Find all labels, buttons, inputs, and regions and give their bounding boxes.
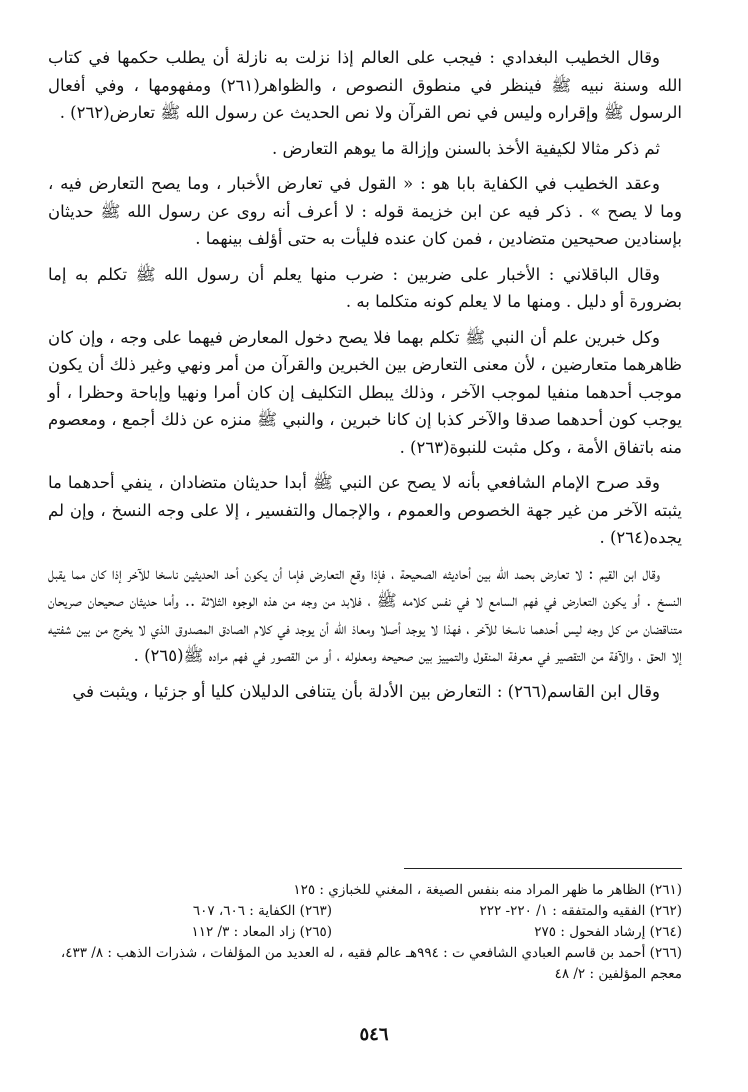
- footnote-row-262-263: [48, 901, 682, 922]
- footnote-264: (٢٦٤) إرشاد الفحول : ٢٧٥: [534, 924, 682, 940]
- footnote-262: (٢٦٢) الفقيه والمتفقه : ١/ ٢٢٠- ٢٢٢: [479, 903, 682, 919]
- paragraph-shafii: وقد صرح الإمام الشافعي بأنه لا يصح عن النبي ﷺ أبدا حديثان متضادان ، ينفي أحدهما ما يثبته الآخر من غير جهة الخصوص والعموم ، والإجمال والتفسير ، إلا على وجه النسخ ، وإن لم يجده(٢٦٤) .: [48, 473, 682, 547]
- footnote-261: (٢٦١) الظاهر ما ظهر المراد منه بنفس الصيغة ، المغني للخبازي : ١٢٥: [293, 882, 682, 898]
- paragraph-ibn-qayyim: وقال ابن القيم : لا تعارض بحمد الله بين أحاديثه الصحيحة ، فإذا وقع التعارض فإما أن يكون أحد الحديثين ناسخا للآخر إذا كان مما يقبل النسخ . أو يكون التعارض في فهم السامع لا في نفس كلامه ﷺ ، فلابد من وجه من هذه الوجوه الثلاثة .. وأما حديثان صحيحان صريحان متناقضان من كل وجه ليس أحدهما ناسخا للآخر ، فهذا لا يوجد أصلا ومعاذ الله أن يوجد في كلام الصادق المصدوق الذي لا يخرج من بين شفتيه إلا الحق ، والآفة من التقصير في معرفة المنقول والتمييز بين صحيحه ومعلوله ، أو من القصور في فهم مراده ﷺ(٢٦٥) .: [48, 563, 682, 665]
- footnotes: [48, 880, 682, 985]
- footnote-row-264-265: [48, 922, 682, 943]
- footnote-266: (٢٦٦) أحمد بن قاسم العبادي الشافعي ت : ٩٩٤هـ عالم فقيه ، له العديد من المؤلفات ، شذرات الذهب : ٨/ ٤٣٣، معجم المؤلفين : ٢/ ٤٨: [60, 945, 682, 982]
- paragraph-example-note: ثم ذكر مثالا لكيفية الأخذ بالسنن وإزالة ما يوهم التعارض .: [271, 138, 660, 158]
- paragraph-ibn-qasim: وقال ابن القاسم(٢٦٦) : التعارض بين الأدلة بأن يتنافى الدليلان كليا أو جزئيا ، ويثبت في: [72, 681, 660, 701]
- paragraph-two-reports: وكل خبرين علم أن النبي ﷺ تكلم بهما فلا يصح دخول المعارض فيهما على وجه ، وإن كان ظاهرهما متعارضين ، لأن معنى التعارض بين الخبرين والقرآن من أمر ونهي وغير ذلك أن يكون موجب أحدهما منفيا لموجب الآخر ، وذلك يبطل التكليف إن كان أمرا ونهيا وإباحة وحظرا ، أو يوجب كون أحدهما صدقا والآخر كذبا إن كانا خبرين ، والنبي ﷺ منزه عن ذلك أجمع ، ومعصوم منه باتفاق الأمة ، وكل مثبت للنبوة(٢٦٣) .: [48, 327, 682, 457]
- page-body: [48, 44, 682, 713]
- footnote-263: (٢٦٣) الكفاية : ٦٠٦، ٦٠٧: [192, 903, 332, 919]
- page-number: ٥٤٦: [359, 1024, 389, 1045]
- paragraph-kifaya-chapter: وعقد الخطيب في الكفاية بابا هو : « القول في تعارض الأخبار ، وما يصح التعارض فيه ، وما لا يصح » . ذكر فيه عن ابن خزيمة قوله : لا أعرف أنه روى عن رسول الله ﷺ حديثان بإسنادين صحيحين متضادين ، فمن كان عنده فليأت به حتى أؤلف بينهما .: [48, 174, 682, 248]
- footnote-265: (٢٦٥) زاد المعاد : ٣/ ١١٢: [191, 924, 332, 940]
- paragraph-khatib-baghdadi: وقال الخطيب البغدادي : فيجب على العالم إذا نزلت به نازلة أن يطلب حكمها في كتاب الله وسنة نبيه ﷺ فينظر في منطوق النصوص ، والظواهر(٢٦١) ومفهومها ، وفي أفعال الرسول ﷺ وإقراره وليس في نص القرآن ولا نص الحديث عن رسول الله ﷺ تعارض(٢٦٢) .: [48, 48, 682, 122]
- paragraph-baqillani: وقال الباقلاني : الأخبار على ضربين : ضرب منها يعلم أن رسول الله ﷺ تكلم به إما بضرورة أو دليل . ومنها ما لا يعلم كونه متكلما به .: [48, 264, 682, 311]
- footnote-divider: [404, 868, 682, 869]
